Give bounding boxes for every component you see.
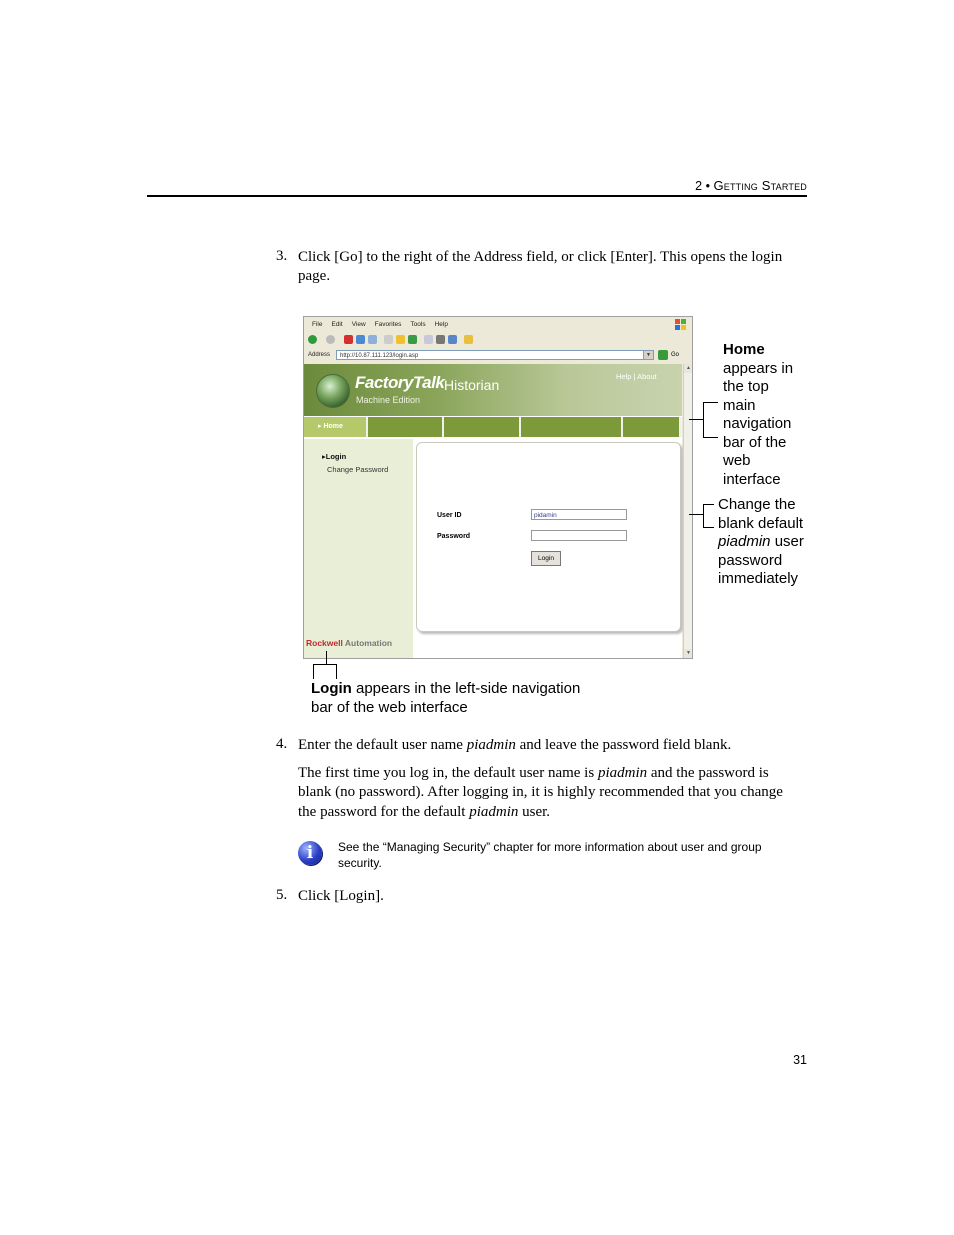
info-icon: i — [298, 841, 322, 865]
product-name: Historian — [444, 377, 500, 393]
user-id-label: User ID — [437, 512, 462, 519]
home-callout-text — [723, 341, 833, 489]
home-callout-bold: Home — [723, 341, 765, 358]
paragraph-line3 — [298, 803, 813, 822]
password-callout-line2: blank default — [718, 514, 804, 532]
paragraph-line1-pre: The first time you log in, the default user name is — [298, 765, 598, 781]
favorites-icon — [396, 335, 405, 344]
page-number: 31 — [793, 1053, 807, 1067]
login-panel — [416, 442, 681, 632]
page-scrollbar — [683, 364, 693, 658]
login-callout-line1 — [311, 680, 631, 699]
step-4-pre: Enter the default user name — [298, 737, 467, 753]
home-callout-line: interface — [723, 470, 781, 488]
top-navigation-bar — [304, 417, 682, 437]
step-3-line2: page. — [298, 267, 331, 284]
scroll-up-icon: ▲ — [684, 364, 693, 373]
chapter-number: 2 • — [695, 179, 710, 193]
globe-logo-icon — [316, 374, 350, 408]
password-callout-line1: Change the — [718, 496, 796, 513]
login-callout-text — [311, 680, 631, 717]
step-4-post: and leave the password field blank. — [515, 737, 732, 753]
nav-cell — [521, 417, 621, 437]
paragraph-line2: blank (no password). After logging in, it is highly recommended that you change — [298, 783, 783, 800]
address-bar — [304, 348, 692, 362]
menu-favorites: Favorites — [374, 320, 402, 328]
nav-cell — [444, 417, 519, 437]
user-id-field: pidamin — [531, 509, 627, 520]
chevron-down-icon: ▼ — [643, 351, 653, 359]
search-icon — [384, 335, 393, 344]
password-callout-line3-post: user — [770, 533, 804, 550]
paragraph-line3-italic: piadmin — [469, 804, 519, 820]
step-4-italic: piadmin — [466, 737, 516, 753]
back-icon — [308, 335, 317, 344]
paragraph-line1-italic: piadmin — [597, 765, 648, 781]
login-callout-leader — [326, 651, 327, 664]
login-paragraph — [298, 764, 813, 822]
login-callout-bracket — [313, 664, 337, 679]
password-label: Password — [437, 533, 471, 540]
help-about-links: Help | About — [616, 372, 657, 381]
step-5-text: Click [Login]. — [298, 888, 384, 904]
paragraph-line1-post: and the password is — [647, 765, 769, 781]
password-callout-italic: piadmin — [718, 533, 771, 550]
left-nav-change-password: Change Password — [327, 465, 389, 474]
scroll-down-icon: ▼ — [684, 649, 693, 658]
go-arrow-icon — [658, 350, 668, 360]
step-3-text — [298, 248, 813, 285]
browser-menu-bar — [304, 317, 678, 331]
go-label: Go — [671, 352, 680, 358]
history-icon — [408, 335, 417, 344]
login-page-screenshot — [303, 316, 693, 659]
home-callout-line: web — [723, 452, 751, 469]
stop-icon — [344, 335, 353, 344]
left-navigation-bar — [304, 439, 413, 658]
login-callout-line1-post: appears in the left-side navigation — [351, 680, 581, 697]
paragraph-line3-post: user. — [518, 804, 551, 820]
menu-help: Help — [434, 320, 448, 328]
paragraph-line3-pre: the password for the default — [298, 804, 470, 820]
refresh-icon — [356, 335, 365, 344]
address-input — [336, 350, 654, 360]
password-callout-line3 — [718, 533, 828, 552]
chapter-title: Getting Started — [713, 178, 807, 193]
password-field — [531, 530, 627, 541]
print-icon — [436, 335, 445, 344]
step-3-number: 3. — [276, 248, 288, 264]
browser-toolbar — [304, 332, 693, 347]
nav-cell — [368, 417, 442, 437]
nav-home: ▸ Home — [304, 417, 366, 437]
brand-name: FactoryTalk — [355, 373, 445, 392]
step-3-line1: Click [Go] to the right of the Address field, or click [Enter]. This opens the login — [298, 249, 783, 265]
home-callout-line: main — [723, 396, 756, 414]
password-callout-bracket — [703, 504, 714, 528]
home-callout-line: bar of the — [723, 433, 787, 451]
mail-icon — [424, 335, 433, 344]
menu-tools: Tools — [410, 320, 426, 328]
address-url: http://10.87.111.123/login.asp — [340, 353, 419, 359]
home-callout-line: navigation — [723, 415, 792, 432]
running-header — [600, 178, 807, 193]
password-callout-leader — [689, 514, 703, 515]
address-label: Address — [308, 352, 331, 358]
footer-brand: Rockwell — [306, 638, 343, 648]
password-callout-text — [718, 496, 828, 589]
paragraph-line1 — [298, 764, 813, 783]
step-4-text — [298, 736, 813, 755]
windows-logo-icon — [673, 318, 689, 331]
factorytalk-banner — [304, 364, 682, 416]
home-callout-line: appears in — [723, 359, 794, 377]
left-nav-login: ▸Login — [322, 452, 347, 461]
step-4-number: 4. — [276, 736, 288, 752]
forward-icon — [326, 335, 335, 344]
home-icon — [368, 335, 377, 344]
step-5-number: 5. — [276, 887, 288, 903]
nav-cell — [623, 417, 679, 437]
edit-icon — [448, 335, 457, 344]
home-callout-line: the top — [723, 378, 769, 395]
home-callout-bracket — [703, 402, 718, 438]
login-callout-bold: Login — [311, 680, 352, 697]
password-callout-line4: password — [718, 551, 783, 569]
edition-name: Machine Edition — [356, 395, 421, 405]
rockwell-automation-logo — [306, 638, 392, 648]
folder-icon — [464, 335, 473, 344]
menu-file: File — [312, 320, 323, 328]
home-callout-leader — [689, 419, 703, 420]
menu-view: View — [351, 320, 366, 328]
footer-brand2: Automation — [342, 638, 393, 648]
login-button: Login — [531, 551, 561, 566]
web-page — [304, 364, 682, 658]
login-callout-line2: bar of the web interface — [311, 698, 468, 716]
note-text: See the “Managing Security” chapter for more information about user and group security. — [338, 840, 762, 870]
menu-edit: Edit — [331, 320, 343, 328]
password-callout-line5: immediately — [718, 570, 799, 587]
header-rule — [147, 195, 807, 197]
